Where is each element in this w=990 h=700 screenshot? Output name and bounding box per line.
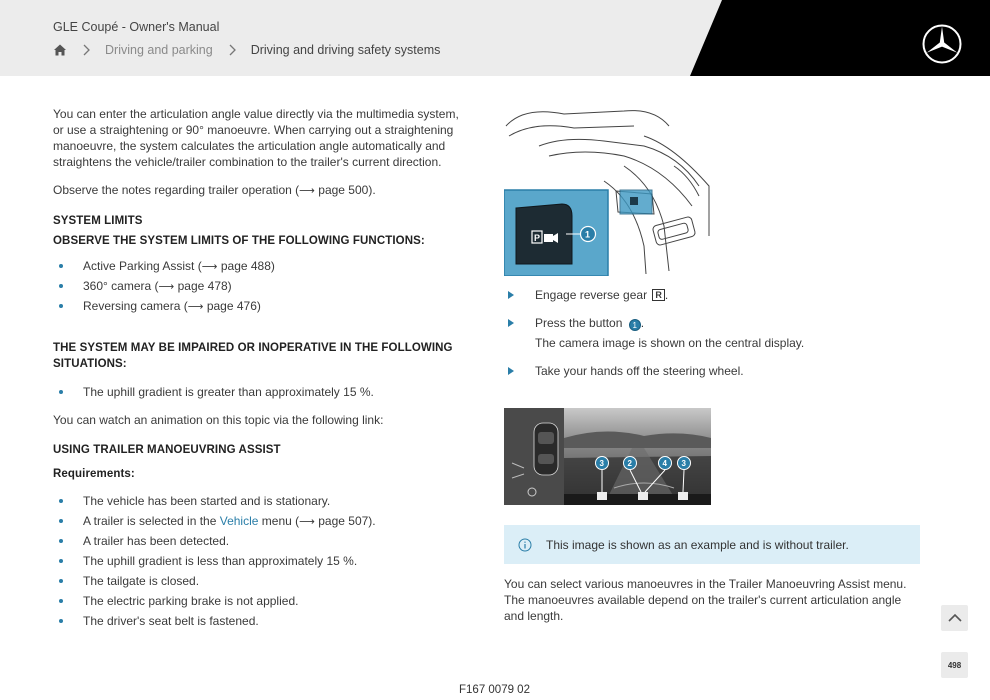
manual-title: GLE Coupé - Owner's Manual — [53, 20, 220, 34]
list-item: Reversing camera (⟶ page 476) — [53, 298, 463, 318]
page-ref-507[interactable]: page 507). — [318, 514, 376, 528]
arrow-right-icon: ⟶ — [299, 184, 315, 197]
limits-list — [53, 258, 463, 318]
scroll-to-top-button[interactable] — [941, 605, 968, 631]
step-engage-reverse: Engage reverse gear R . — [504, 287, 914, 303]
steps-list — [504, 287, 914, 391]
list-item: The vehicle has been started and is stationary. — [53, 493, 463, 513]
callout-4: 4 — [662, 459, 667, 468]
system-limits-heading: SYSTEM LIMITS — [53, 215, 143, 227]
callout-1-inline: 1 — [629, 319, 641, 331]
page-number-badge: 498 — [941, 652, 968, 678]
chevron-right-icon — [81, 44, 91, 56]
figure-code: F167 0079 02 — [459, 684, 530, 696]
callout-3-left: 3 — [599, 459, 604, 468]
center-console-illustration — [504, 106, 714, 276]
reverse-gear-key: R — [652, 289, 665, 301]
list-item: A trailer has been detected. — [53, 533, 463, 553]
page-ref-476[interactable]: page 476) — [206, 299, 261, 313]
step-arrow-icon — [508, 319, 514, 327]
using-heading: USING TRAILER MANOEUVRING ASSIST — [53, 444, 281, 456]
list-item: 360° camera (⟶ page 478) — [53, 278, 463, 298]
callout-2: 2 — [627, 459, 632, 468]
chevron-up-icon — [948, 613, 962, 623]
page-ref-500[interactable]: page 500). — [318, 183, 376, 197]
intro-paragraph: You can enter the articulation angle value directly via the multimedia system, or use a straightening or 90° manoeuvre. When carrying out a straightening manoeuvre, the system calculates the articulation angle automatically and straightens the vehicle/trailer combination to the trailer's current direction. — [53, 107, 459, 169]
breadcrumb — [53, 42, 440, 58]
manoeuvres-paragraph: You can select various manoeuvres in the Trailer Manoeuvring Assist menu. The manoeuvres available depend on the trailer's current articulation angle and length. — [504, 577, 907, 623]
list-item: The uphill gradient is less than approximately 15 %. — [53, 553, 463, 573]
breadcrumb-current: Driving and driving safety systems — [250, 43, 441, 57]
step-arrow-icon — [508, 291, 514, 299]
info-icon — [518, 538, 532, 552]
page-ref-488[interactable]: page 488) — [220, 259, 275, 273]
info-note — [504, 525, 920, 564]
breadcrumb-link-driving-parking[interactable]: Driving and parking — [105, 43, 213, 57]
chevron-right-icon — [227, 44, 237, 56]
parking-button-label: P — [534, 233, 541, 243]
system-limits-subheading: OBSERVE THE SYSTEM LIMITS OF THE FOLLOWING FUNCTIONS: — [53, 235, 425, 247]
vehicle-menu-link[interactable]: Vehicle — [219, 514, 259, 528]
observe-notes: Observe the notes regarding trailer operation (⟶ page 500). — [53, 183, 376, 197]
home-icon[interactable] — [53, 43, 67, 57]
requirements-label: Requirements: — [53, 468, 135, 480]
list-item: The electric parking brake is not applied. — [53, 593, 463, 613]
left-column — [53, 106, 463, 645]
impaired-list — [53, 384, 463, 404]
page-ref-478[interactable]: page 478) — [177, 279, 232, 293]
step-hands-off: Take your hands off the steering wheel. — [504, 363, 914, 379]
callout-1: 1 — [585, 229, 591, 240]
list-item: Active Parking Assist (⟶ page 488) — [53, 258, 463, 278]
impaired-heading: THE SYSTEM MAY BE IMPAIRED OR INOPERATIVE IN THE FOLLOWING SITUATIONS: — [53, 342, 453, 370]
page-header — [0, 0, 990, 76]
step-result: The camera image is shown on the central display. — [535, 336, 805, 350]
list-item: The tailgate is closed. — [53, 573, 463, 593]
info-note-text: This image is shown as an example and is without trailer. — [546, 537, 849, 552]
step-press-button: Press the button 1 . The camera image is shown on the central display. — [504, 315, 914, 351]
camera-display-illustration — [504, 408, 711, 505]
mercedes-star-icon — [921, 23, 963, 65]
callout-3-right: 3 — [681, 459, 686, 468]
animation-text: You can watch an animation on this topic via the following link: — [53, 413, 384, 427]
step-arrow-icon — [508, 367, 514, 375]
list-item: The driver's seat belt is fastened. — [53, 613, 463, 633]
list-item: The uphill gradient is greater than approximately 15 %. — [53, 384, 463, 404]
requirements-list — [53, 493, 463, 633]
list-item: A trailer is selected in the Vehicle menu (⟶ page 507). — [53, 513, 463, 533]
